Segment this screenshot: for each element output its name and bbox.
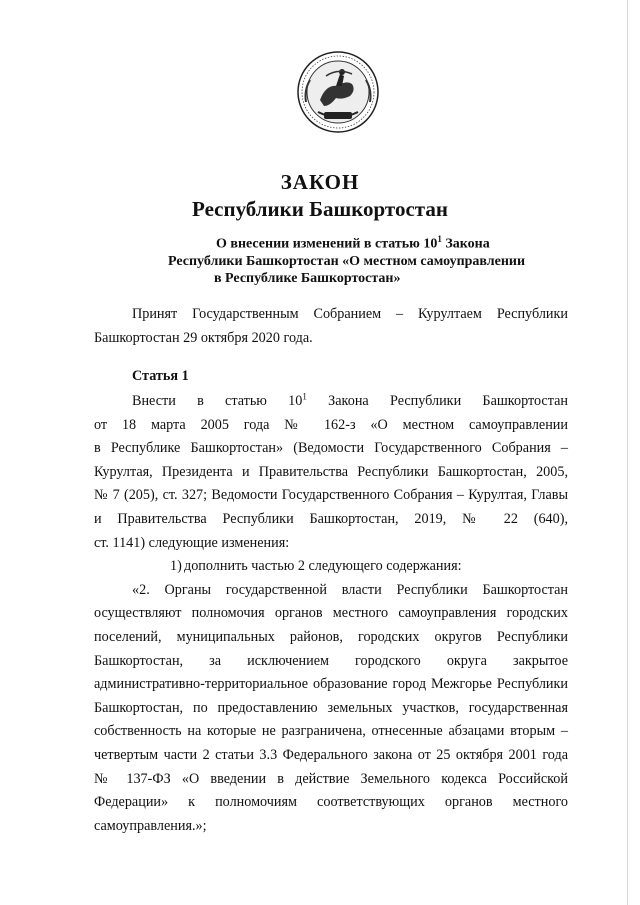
quote-line: Башкортостан, по предоставлению земельных участков, государственная (94, 699, 568, 716)
article-item-1: 1) дополнить частью 2 следующего содержания: (170, 558, 462, 575)
coat-of-arms-emblem (296, 50, 380, 134)
quote-line: «2. Органы государственной власти Республики Башкортостан (132, 581, 568, 598)
quote-line: четвертым части 2 статьи 3.3 Федерального закона от 25 октября 2001 года (94, 746, 568, 763)
heading-line-3: в Республике Башкортостан» (214, 270, 401, 286)
article-body (94, 390, 568, 838)
law-heading (168, 231, 548, 287)
adoption-line-1: Принят Государственным Собранием – Курултаем Республики (132, 306, 568, 322)
quote-line: Федерации» к полномочиям соответствующих органов местного (94, 794, 568, 811)
article-intro-line: в Республике Башкортостан» (Ведомости Государственного Собрания – (94, 440, 568, 457)
article-intro-line: Курултая, Президента и Правительства Республики Башкортостан, 2005, (94, 463, 568, 480)
quote-line: собственность на которые не разграничена, отнесенные абзацами вторым – (94, 723, 568, 740)
article-intro-line: № 7 (205), ст. 327; Ведомости Государственного Собрания – Курултая, Главы (94, 487, 568, 504)
article-intro-line: ст. 1141) следующие изменения: (94, 534, 290, 551)
heading-line-2: Республики Башкортостан «О местном самоуправлении (168, 253, 526, 269)
article-intro-line: от 18 марта 2005 года № 162-з «О местном самоуправлении (94, 416, 568, 433)
article-intro-line-1: Внести в статью $10^1$ Закона Республики Башкортостан (132, 391, 568, 409)
law-subtitle: Республики Башкортостан (192, 197, 448, 221)
quote-line: № 137-ФЗ «О введении в действие Земельного кодекса Российской (94, 770, 568, 787)
law-title: ЗАКОН (280, 170, 360, 194)
adoption-line-2: Башкортостан 29 октября 2020 года. (94, 329, 313, 346)
quote-line: административно-территориальное образование город Межгорье Республики (94, 676, 568, 693)
heading-line-1: О внесении изменений в статью $10^1$ Закона (216, 234, 490, 252)
adoption-note (94, 303, 568, 350)
article-intro-line: и Правительства Республики Башкортостан, 2019, № 22 (640), (94, 510, 568, 527)
quote-line: Башкортостан, за исключением городского округа закрытое (94, 652, 568, 669)
scan-edge-line (627, 0, 628, 905)
article-label: Статья 1 (132, 368, 189, 384)
quote-line: осуществляют полномочия органов местного самоуправления городских (94, 605, 568, 622)
quote-line: поселений, муниципальных районов, городских округов Республики (94, 628, 568, 645)
quote-line: самоуправления.»; (94, 817, 207, 834)
